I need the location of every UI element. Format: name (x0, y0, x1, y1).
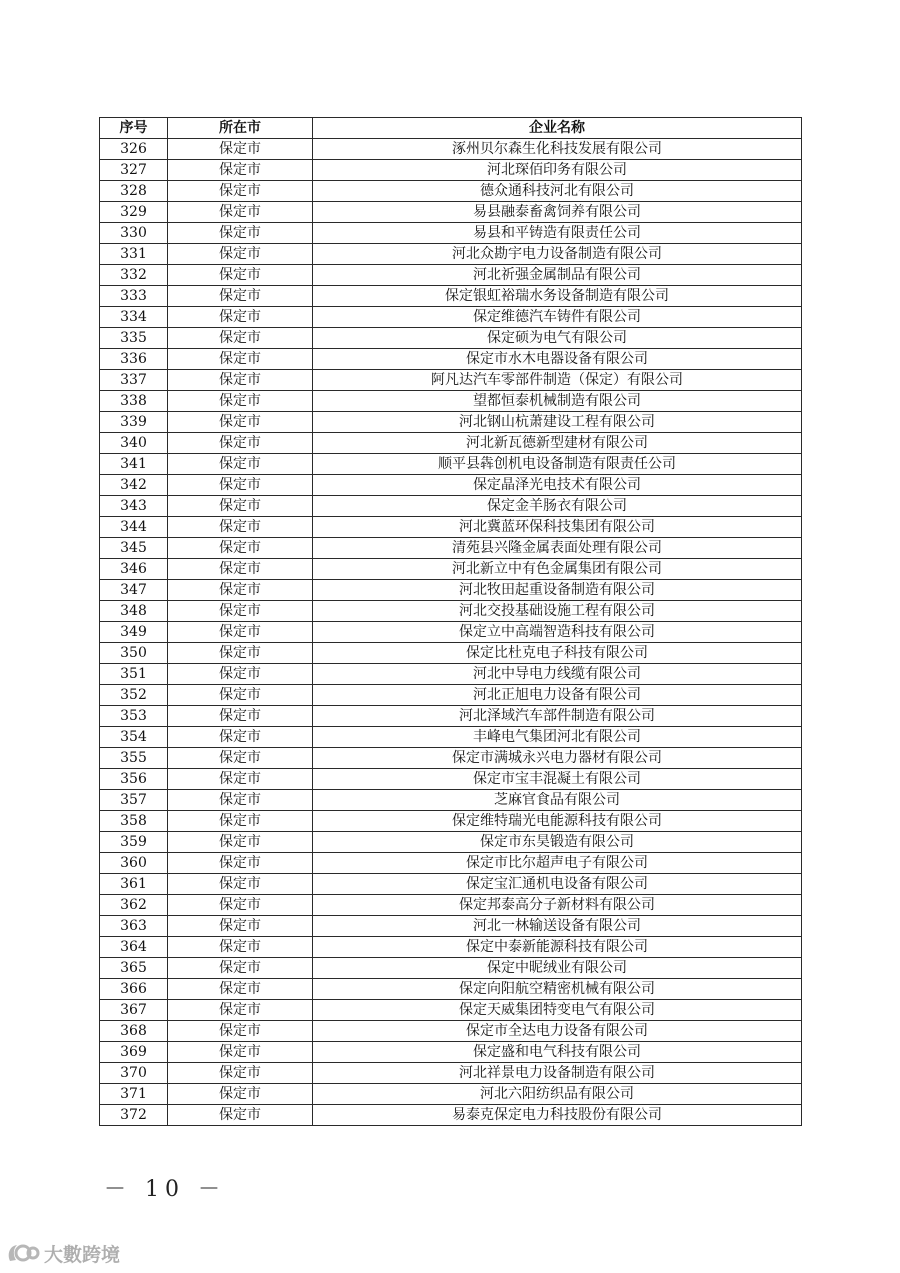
table-row (100, 538, 802, 559)
table-row (100, 874, 802, 895)
watermark (6, 1238, 120, 1268)
cell-index: 372 (100, 1105, 168, 1126)
cell-company-name: 河北祈强金属制品有限公司 (313, 265, 802, 286)
cell-company-name: 保定盛和电气科技有限公司 (313, 1042, 802, 1063)
table-row (100, 790, 802, 811)
cell-company-name: 清苑县兴隆金属表面处理有限公司 (313, 538, 802, 559)
cell-city: 保定市 (168, 727, 313, 748)
cell-index: 364 (100, 937, 168, 958)
cell-index: 352 (100, 685, 168, 706)
cell-index: 341 (100, 454, 168, 475)
cell-company-name: 河北新立中有色金属集团有限公司 (313, 559, 802, 580)
table-row (100, 1063, 802, 1084)
table-row (100, 643, 802, 664)
cell-company-name: 河北冀蓝环保科技集团有限公司 (313, 517, 802, 538)
cell-company-name: 保定邦泰高分子新材料有限公司 (313, 895, 802, 916)
cell-city: 保定市 (168, 622, 313, 643)
cell-index: 353 (100, 706, 168, 727)
cell-city: 保定市 (168, 349, 313, 370)
cell-index: 331 (100, 244, 168, 265)
cell-city: 保定市 (168, 832, 313, 853)
cell-company-name: 河北中导电力线缆有限公司 (313, 664, 802, 685)
table-row (100, 748, 802, 769)
cell-index: 326 (100, 139, 168, 160)
table-row (100, 769, 802, 790)
cell-index: 330 (100, 223, 168, 244)
header-company-name: 企业名称 (313, 118, 802, 139)
table-row (100, 517, 802, 538)
cell-city: 保定市 (168, 307, 313, 328)
table-row (100, 685, 802, 706)
table-row (100, 370, 802, 391)
cell-company-name: 保定市水木电器设备有限公司 (313, 349, 802, 370)
cell-city: 保定市 (168, 769, 313, 790)
cell-company-name: 涿州贝尔森生化科技发展有限公司 (313, 139, 802, 160)
cell-index: 351 (100, 664, 168, 685)
table-row (100, 244, 802, 265)
cell-city: 保定市 (168, 664, 313, 685)
table-row (100, 496, 802, 517)
header-city: 所在市 (168, 118, 313, 139)
table-row (100, 937, 802, 958)
cell-company-name: 丰峰电气集团河北有限公司 (313, 727, 802, 748)
cell-company-name: 保定向阳航空精密机械有限公司 (313, 979, 802, 1000)
cell-company-name: 保定银虹裕瑞水务设备制造有限公司 (313, 286, 802, 307)
cell-index: 370 (100, 1063, 168, 1084)
table-row (100, 895, 802, 916)
cell-index: 365 (100, 958, 168, 979)
cell-city: 保定市 (168, 979, 313, 1000)
cell-company-name: 易县融泰畜禽饲养有限公司 (313, 202, 802, 223)
cell-company-name: 河北众勘宇电力设备制造有限公司 (313, 244, 802, 265)
cell-company-name: 保定市宝丰混凝土有限公司 (313, 769, 802, 790)
cell-city: 保定市 (168, 895, 313, 916)
cell-index: 338 (100, 391, 168, 412)
cell-city: 保定市 (168, 1084, 313, 1105)
cell-company-name: 保定中昵绒业有限公司 (313, 958, 802, 979)
cell-city: 保定市 (168, 160, 313, 181)
cell-company-name: 德众通科技河北有限公司 (313, 181, 802, 202)
table-row (100, 1021, 802, 1042)
cell-city: 保定市 (168, 517, 313, 538)
cell-index: 342 (100, 475, 168, 496)
cell-index: 350 (100, 643, 168, 664)
cell-city: 保定市 (168, 748, 313, 769)
cell-index: 359 (100, 832, 168, 853)
cell-index: 340 (100, 433, 168, 454)
cell-index: 354 (100, 727, 168, 748)
cell-city: 保定市 (168, 706, 313, 727)
cell-index: 355 (100, 748, 168, 769)
cell-company-name: 河北一林输送设备有限公司 (313, 916, 802, 937)
table-row (100, 223, 802, 244)
table-row (100, 664, 802, 685)
cell-index: 343 (100, 496, 168, 517)
cell-company-name: 保定市满城永兴电力器材有限公司 (313, 748, 802, 769)
cell-index: 339 (100, 412, 168, 433)
cell-company-name: 保定宝汇通机电设备有限公司 (313, 874, 802, 895)
table-row (100, 853, 802, 874)
cell-city: 保定市 (168, 811, 313, 832)
cell-index: 334 (100, 307, 168, 328)
cell-city: 保定市 (168, 328, 313, 349)
cell-index: 337 (100, 370, 168, 391)
cell-index: 349 (100, 622, 168, 643)
cell-index: 333 (100, 286, 168, 307)
cell-index: 358 (100, 811, 168, 832)
cell-city: 保定市 (168, 181, 313, 202)
cell-company-name: 保定维特瑞光电能源科技有限公司 (313, 811, 802, 832)
cell-city: 保定市 (168, 1021, 313, 1042)
cell-company-name: 河北泽域汽车部件制造有限公司 (313, 706, 802, 727)
table-row (100, 454, 802, 475)
table-row (100, 349, 802, 370)
table-row (100, 916, 802, 937)
cell-city: 保定市 (168, 286, 313, 307)
cell-company-name: 河北钢山杭萧建设工程有限公司 (313, 412, 802, 433)
watermark-logo-icon (6, 1241, 40, 1265)
table-row (100, 1042, 802, 1063)
cell-index: 328 (100, 181, 168, 202)
table-row (100, 433, 802, 454)
cell-city: 保定市 (168, 685, 313, 706)
cell-index: 335 (100, 328, 168, 349)
cell-city: 保定市 (168, 433, 313, 454)
cell-city: 保定市 (168, 937, 313, 958)
cell-company-name: 保定立中高端智造科技有限公司 (313, 622, 802, 643)
cell-city: 保定市 (168, 790, 313, 811)
cell-city: 保定市 (168, 916, 313, 937)
cell-company-name: 保定金羊肠衣有限公司 (313, 496, 802, 517)
table-row (100, 307, 802, 328)
cell-company-name: 芝麻官食品有限公司 (313, 790, 802, 811)
cell-company-name: 河北牧田起重设备制造有限公司 (313, 580, 802, 601)
cell-company-name: 保定维德汽车铸件有限公司 (313, 307, 802, 328)
cell-city: 保定市 (168, 412, 313, 433)
enterprise-table (99, 117, 802, 1126)
cell-company-name: 保定天威集团特变电气有限公司 (313, 1000, 802, 1021)
cell-city: 保定市 (168, 559, 313, 580)
cell-city: 保定市 (168, 853, 313, 874)
cell-index: 356 (100, 769, 168, 790)
cell-company-name: 河北祥景电力设备制造有限公司 (313, 1063, 802, 1084)
cell-index: 344 (100, 517, 168, 538)
cell-city: 保定市 (168, 1105, 313, 1126)
cell-company-name: 望都恒泰机械制造有限公司 (313, 391, 802, 412)
watermark-text: 大數跨境 (44, 1243, 121, 1266)
table-row (100, 559, 802, 580)
cell-company-name: 河北交投基础设施工程有限公司 (313, 601, 802, 622)
cell-city: 保定市 (168, 1042, 313, 1063)
table-body (100, 139, 802, 1126)
table-row (100, 139, 802, 160)
cell-city: 保定市 (168, 580, 313, 601)
cell-city: 保定市 (168, 1063, 313, 1084)
table-row (100, 160, 802, 181)
cell-index: 348 (100, 601, 168, 622)
cell-index: 332 (100, 265, 168, 286)
cell-index: 327 (100, 160, 168, 181)
cell-index: 360 (100, 853, 168, 874)
table-row (100, 727, 802, 748)
cell-city: 保定市 (168, 538, 313, 559)
table-row (100, 979, 802, 1000)
cell-city: 保定市 (168, 643, 313, 664)
cell-company-name: 阿凡达汽车零部件制造（保定）有限公司 (313, 370, 802, 391)
table-header-row (100, 118, 802, 139)
table-row (100, 1084, 802, 1105)
cell-index: 357 (100, 790, 168, 811)
cell-company-name: 保定市全达电力设备有限公司 (313, 1021, 802, 1042)
cell-index: 336 (100, 349, 168, 370)
cell-city: 保定市 (168, 391, 313, 412)
table-row (100, 580, 802, 601)
table-row (100, 286, 802, 307)
table-row (100, 475, 802, 496)
cell-city: 保定市 (168, 1000, 313, 1021)
table-row (100, 391, 802, 412)
cell-index: 371 (100, 1084, 168, 1105)
table-row (100, 706, 802, 727)
table-row (100, 265, 802, 286)
cell-index: 362 (100, 895, 168, 916)
cell-company-name: 保定硕为电气有限公司 (313, 328, 802, 349)
cell-city: 保定市 (168, 874, 313, 895)
table-row (100, 1000, 802, 1021)
cell-index: 329 (100, 202, 168, 223)
cell-city: 保定市 (168, 958, 313, 979)
cell-company-name: 顺平县犇创机电设备制造有限责任公司 (313, 454, 802, 475)
cell-city: 保定市 (168, 496, 313, 517)
cell-index: 346 (100, 559, 168, 580)
cell-company-name: 保定晶泽光电技术有限公司 (313, 475, 802, 496)
cell-index: 361 (100, 874, 168, 895)
cell-city: 保定市 (168, 265, 313, 286)
cell-city: 保定市 (168, 454, 313, 475)
page-number: － 10 － (104, 1177, 226, 1202)
cell-city: 保定市 (168, 370, 313, 391)
cell-company-name: 保定中泰新能源科技有限公司 (313, 937, 802, 958)
table-row (100, 958, 802, 979)
cell-index: 347 (100, 580, 168, 601)
cell-city: 保定市 (168, 244, 313, 265)
cell-index: 345 (100, 538, 168, 559)
table-row (100, 832, 802, 853)
cell-city: 保定市 (168, 223, 313, 244)
cell-city: 保定市 (168, 475, 313, 496)
cell-index: 366 (100, 979, 168, 1000)
table-row (100, 181, 802, 202)
cell-company-name: 河北正旭电力设备有限公司 (313, 685, 802, 706)
header-index: 序号 (100, 118, 168, 139)
cell-company-name: 河北六阳纺织品有限公司 (313, 1084, 802, 1105)
cell-city: 保定市 (168, 139, 313, 160)
table-row (100, 601, 802, 622)
cell-company-name: 易泰克保定电力科技股份有限公司 (313, 1105, 802, 1126)
cell-company-name: 河北新瓦德新型建材有限公司 (313, 433, 802, 454)
cell-city: 保定市 (168, 202, 313, 223)
cell-index: 369 (100, 1042, 168, 1063)
cell-city: 保定市 (168, 601, 313, 622)
cell-index: 367 (100, 1000, 168, 1021)
table-row (100, 412, 802, 433)
cell-company-name: 保定市比尔超声电子有限公司 (313, 853, 802, 874)
cell-company-name: 易县和平铸造有限责任公司 (313, 223, 802, 244)
table-row (100, 202, 802, 223)
table-row (100, 328, 802, 349)
table-row (100, 811, 802, 832)
cell-company-name: 河北琛佰印务有限公司 (313, 160, 802, 181)
cell-index: 363 (100, 916, 168, 937)
cell-index: 368 (100, 1021, 168, 1042)
cell-company-name: 保定比杜克电子科技有限公司 (313, 643, 802, 664)
table-row (100, 622, 802, 643)
cell-company-name: 保定市东昊锻造有限公司 (313, 832, 802, 853)
table-row (100, 1105, 802, 1126)
